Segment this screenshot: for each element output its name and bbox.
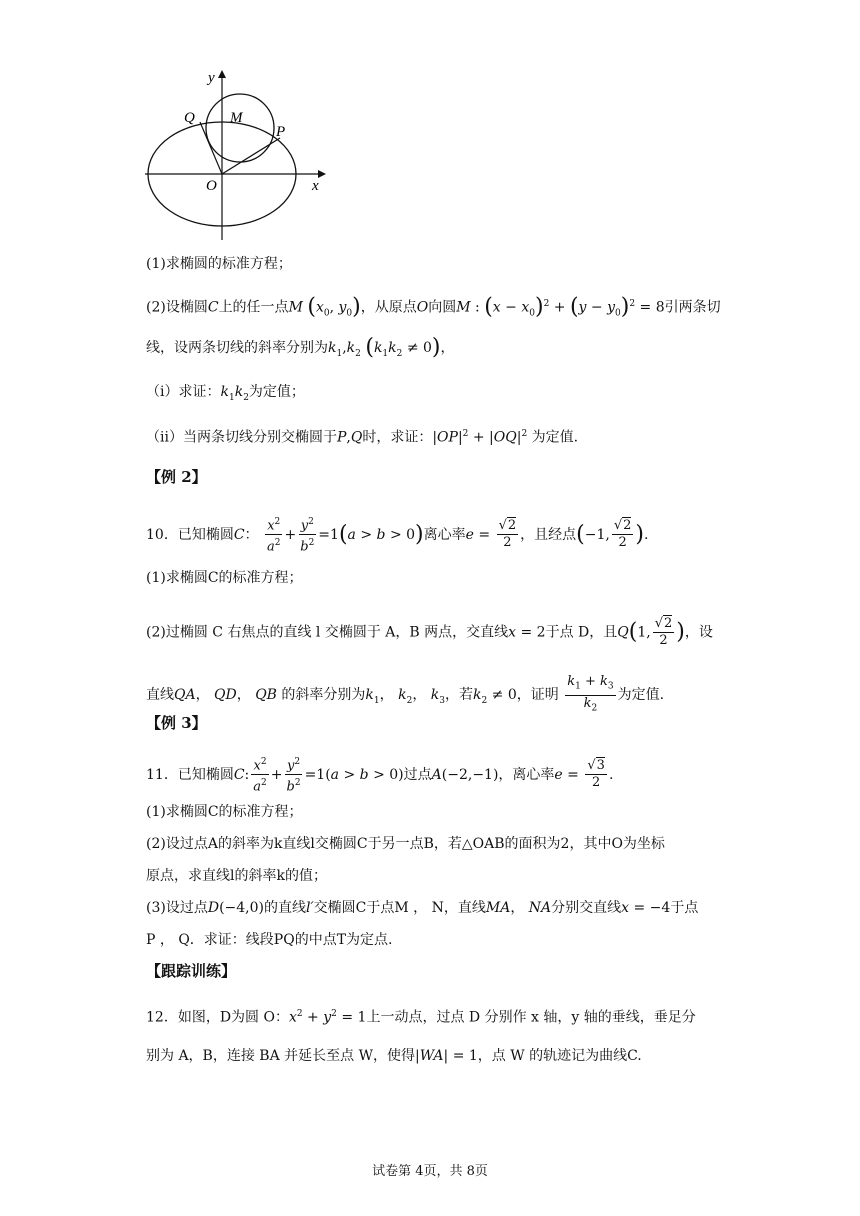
ex3-q3-line2: P ， Q．求证：线段PQ的中点T为定点. [146,932,393,948]
train-header: 【跟踪训练】 [146,962,237,980]
ex2-q2-line1: (2)过椭圆 C 右焦点的直线 l 交椭圆于 A，B 两点，交直线x = 2于点 D，且Q(1, $\frac{√2}{2}$ )，设 [146,616,713,648]
ex2-q2-line2: 直线QA， QD， QB 的斜率分别为$k_1$， $k_2$， $k_3$，若$k_2 \ne 0$，证明 $\frac{k_1 + k_3}{k_2}$ 为定值. [146,674,665,714]
tangent-op [222,138,280,174]
ex1-q2-line2: 线，设两条切线的斜率分别为$k_1,k_2$ $(k_1k_2 \ne 0)$， [146,335,455,360]
x-axis-arrow [318,170,326,178]
ex3-q3-line1: (3)设过点D(−4,0)的直线l′交椭圆C于点M ， N，直线MA， NA分别交直线x = −4于点 [146,900,699,916]
ex1-qii: （ii）当两条切线分别交椭圆于P,Q时，求证：$|OP|^2 + |OQ|^2$ 为定值. [146,429,579,446]
ex1-qi: （i）求证：$k_1k_2$为定值； [146,384,305,403]
y-axis-arrow [218,70,226,78]
ex2-header: 【例 2】 [146,468,207,486]
ex1-q2-line1: (2)设椭圆C上的任一点M ($x_0$, $y_0$)，从原点O向圆M : $(x - x_0)^2 + (y - y_0)^2 = 8$引两条切 [146,294,721,320]
ex2-line1: 10．已知椭圆C： $\frac{x^2}{a^2}$ + $\frac{y^2}{b^2}$ =1(a > b > 0)离心率e = $\frac{√2}{2}$ ，且经点(−1, $\frac{√2}{2}$ ). [146,514,648,556]
circle-m [206,94,274,162]
label-p: P [276,124,286,140]
ex2-q1: (1)求椭圆C的标准方程； [146,570,303,586]
ex1-q1: (1)求椭圆的标准方程； [146,256,292,272]
ex3-line1: 11．已知椭圆C: $\frac{x^2}{a^2}$ + $\frac{y^2}{b^2}$ =1(a > b > 0)过点A(−2,−1)，离心率e = $\frac{√3}{2}$ . [146,754,613,796]
tangent-oq [200,122,222,174]
label-q: Q [184,110,195,126]
ex3-header: 【例 3】 [146,714,207,732]
train-line1: 12．如图，D为圆 O：$x^2 + y^2 = 1$上一动点，过点 D 分别作 x 轴，y 轴的垂线，垂足分 [146,1009,696,1026]
train-line2: 别为 A，B，连接 BA 并延长至点 W，使得|WA| = 1，点 W 的轨迹记为曲线C. [146,1048,642,1064]
ex3-q2-line2: 原点，求直线l的斜率k的值； [146,868,327,884]
ellipse-circle-figure [140,66,340,246]
label-m: M [230,110,243,126]
label-o: O [206,178,217,194]
label-y: y [208,70,215,86]
ex3-q2-line1: (2)设过点A的斜率为k直线l交椭圆C于另一点B，若△OAB的面积为2，其中O为坐标 [146,836,665,852]
ex3-q1: (1)求椭圆C的标准方程； [146,804,303,820]
page-footer: 试卷第 4页，共 8页 [372,1164,488,1179]
label-x: x [312,178,319,194]
